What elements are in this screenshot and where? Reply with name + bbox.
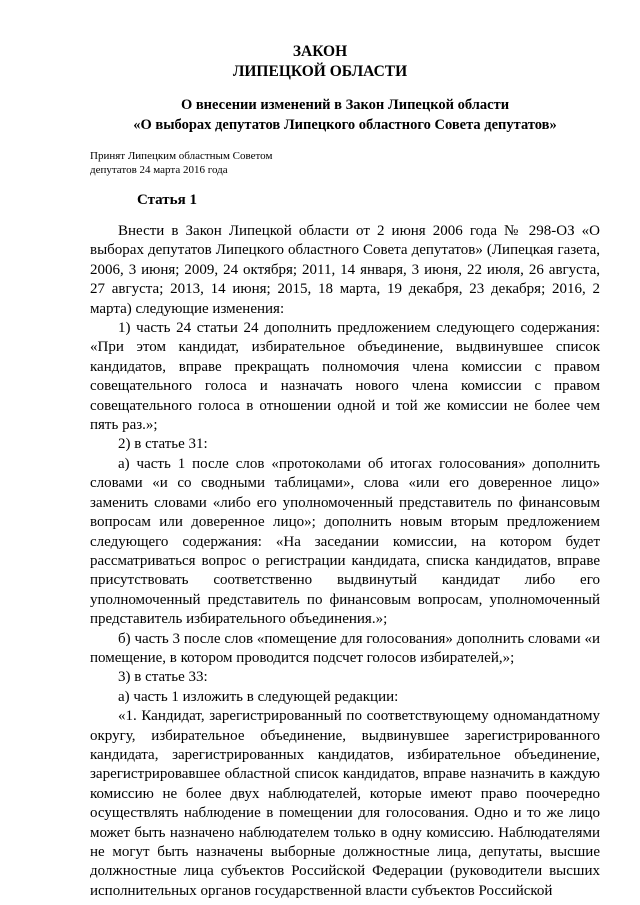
article-body — [90, 222, 600, 901]
paragraph-item-2b: б) часть 3 после слов «помещение для голосования» дополнить словами «и помещение, в котором проводится подсчет голосов избирателей,»; — [90, 630, 600, 666]
law-subtitle-line1: О внесении изменений в Закон Липецкой области — [180, 97, 510, 113]
paragraph-item-1: 1) часть 24 статьи 24 дополнить предложением следующего содержания: «При этом кандидат, избирательное объединение, выдвинувшее список кандидатов, вправе прекращать полномочия члена комиссии с правом совещательного голоса и назначать нового члена комиссии с правом совещательного голоса в отношении одной и той же комиссии не более чем пять раз.»; — [90, 320, 600, 434]
law-title-line1: ЗАКОН — [292, 43, 348, 60]
paragraph-item-3: 3) в статье 33: — [118, 669, 208, 686]
law-subtitle-line2: «О выборах депутатов Липецкого областного Совета депутатов» — [133, 117, 557, 133]
paragraph-item-3a-text: «1. Кандидат, зарегистрированный по соответствующему одномандатному округу, избирательное объединение, выдвинувшее зарегистрированного кандидата, зарегистрированных кандидатов, избирательное объединение, зарегистрировавшее областной список кандидатов, вправе назначить в каждую комиссию не более двух наблюдателей, которые имеют право поочередно осуществлять наблюдение в помещении для голосования. Одно и то же лицо может быть назначено наблюдателем только в одну комиссию. Наблюдателями не могут быть назначены выборные должностные лица, депутаты, высшие должностные лица субъектов Российской Федерации (руководители высших исполнительных органов государственной власти субъектов Российской — [90, 708, 600, 899]
paragraph-item-3a: а) часть 1 изложить в следующей редакции: — [118, 688, 399, 705]
article-heading: Статья 1 — [137, 192, 197, 208]
paragraph-item-2: 2) в статье 31: — [118, 436, 208, 453]
paragraph-item-2a: а) часть 1 после слов «протоколами об итогах голосования» дополнить словами «и со сводными таблицами», слова «или его доверенное лицо» заменить словами «либо его уполномоченный представитель по финансовым вопросам или доверенное лицо»; дополнить новым вторым предложением следующего содержания: «На заседании комиссии, на котором будет рассматриваться вопрос о регистрации кандидата, списка кандидатов, вправе присутствовать соответственно выдвинутый кандидат либо его уполномоченный представитель по финансовым вопросам, уполномоченный представитель избирательного объединения.»; — [90, 455, 600, 628]
adopted-note-line2: депутатов 24 марта 2016 года — [90, 164, 228, 176]
law-title-line2: ЛИПЕЦКОЙ ОБЛАСТИ — [232, 63, 408, 80]
adopted-note-line1: Принят Липецким областным Советом — [90, 150, 273, 162]
paragraph-intro: Внести в Закон Липецкой области от 2 июня 2006 года № 298-ОЗ «О выборах депутатов Липецкого областного Совета депутатов» (Липецкая газета, 2006, 3 июня; 2009, 24 октября; 2011, 14 января, 3 июня, 22 июля, 26 августа, 27 августа; 2013, 14 июня; 2015, 18 марта, 19 декабря, 23 декабря; 2016, 2 марта) следующие изменения: — [90, 223, 600, 317]
